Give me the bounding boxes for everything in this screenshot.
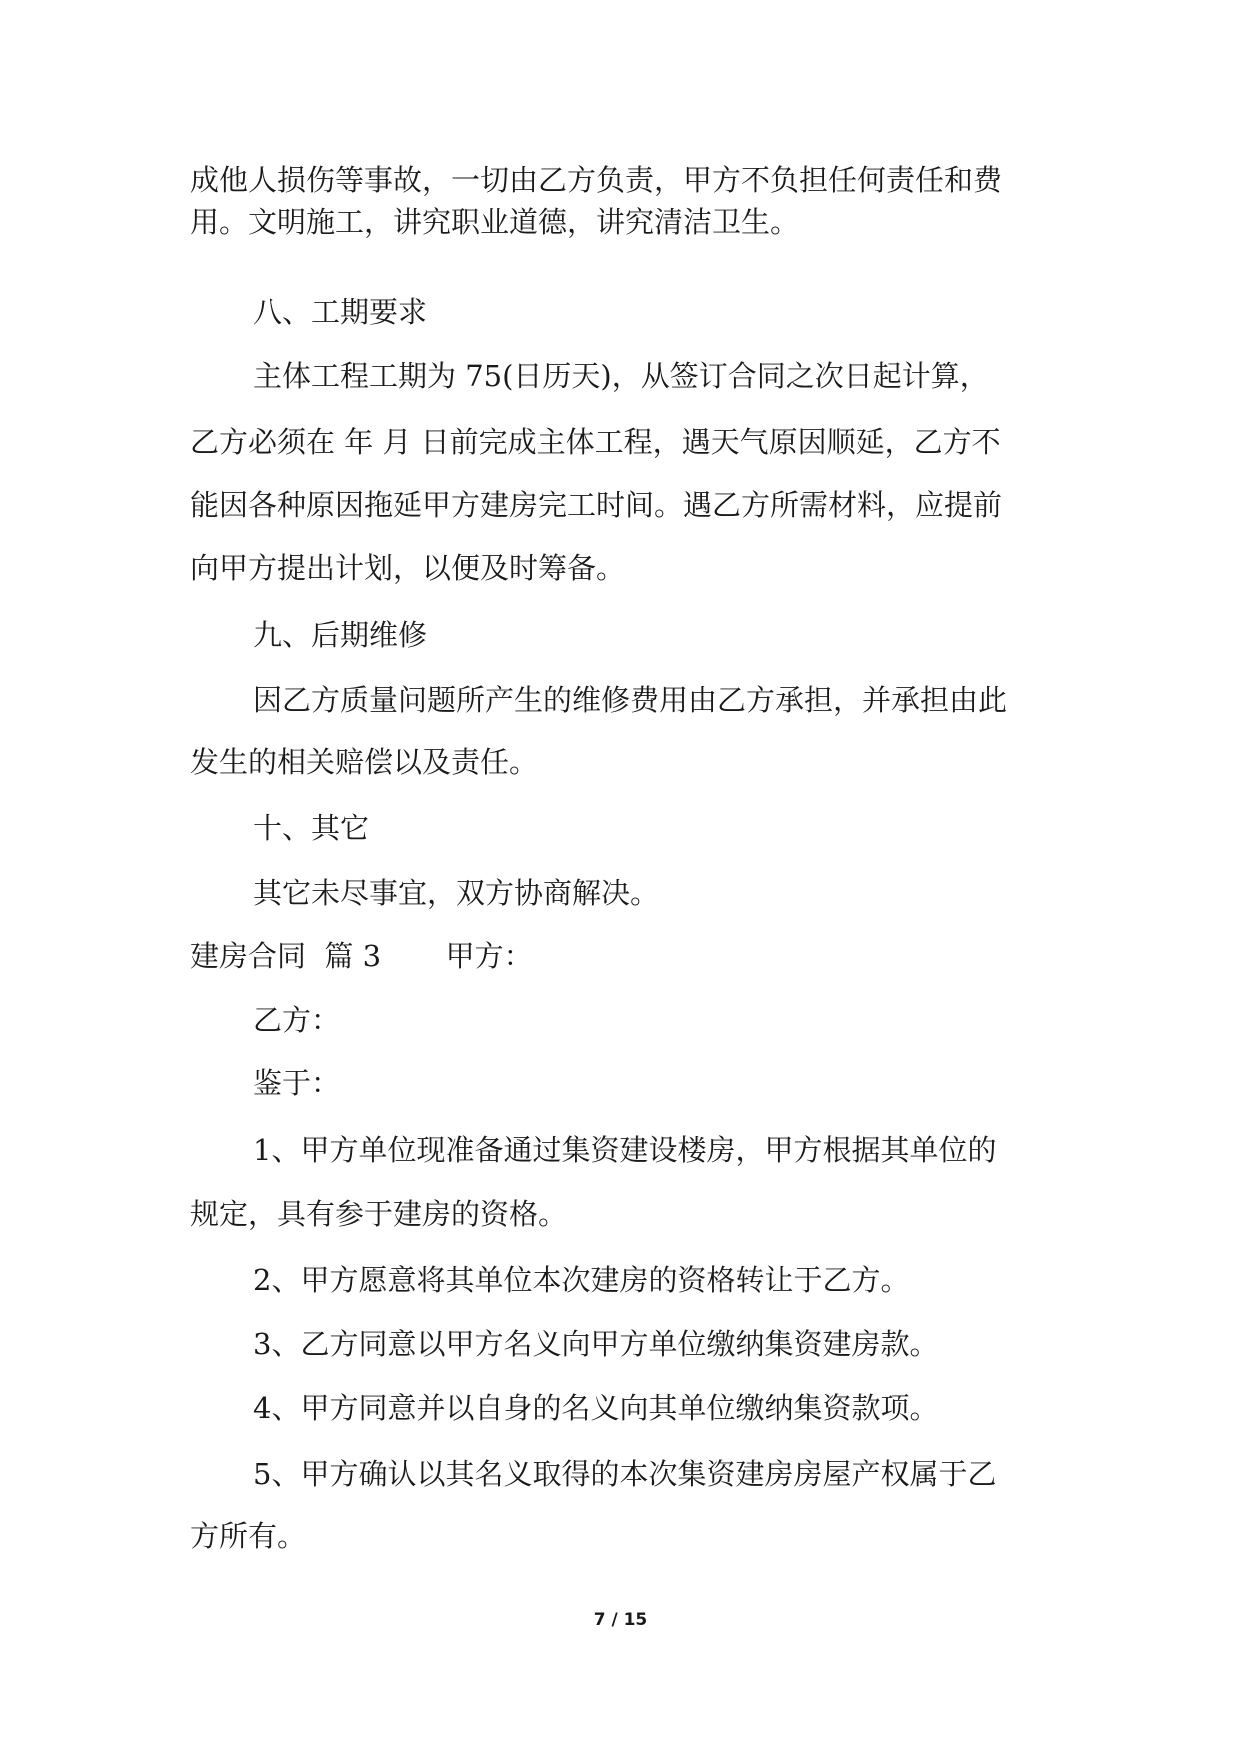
whereas-label: 鉴于： [253,1066,341,1100]
contract-heading: 建房合同 篇 3 甲方： [190,939,533,973]
paragraph-line: 能因各种原因拖延甲方建房完工时间。遇乙方所需材料，应提前 [190,488,1003,522]
paragraph-line: 向甲方提出计划，以便及时筹备。 [190,551,626,585]
section-heading: 九、后期维修 [253,618,428,652]
list-item: 1、甲方单位现准备通过集资建设楼房，甲方根据其单位的 [253,1133,997,1167]
paragraph-line: 主体工程工期为 75(日历天)，从签订合同之次日起计算， [253,359,989,393]
paragraph-line: 方所有。 [190,1519,307,1553]
list-item: 2、甲方愿意将其单位本次建房的资格转让于乙方。 [253,1263,910,1297]
paragraph-line: 因乙方质量问题所产生的维修费用由乙方承担，并承担由此 [253,683,1008,717]
paragraph-line: 成他人损伤等事故，一切由乙方负责，甲方不负担任何责任和费 [190,163,1003,197]
page-number: 7 / 15 [593,1610,648,1630]
paragraph-line: 发生的相关赔偿以及责任。 [190,745,539,779]
list-item: 5、甲方确认以其名义取得的本次集资建房房屋产权属于乙 [253,1457,997,1491]
paragraph-line: 乙方必须在 年 月 日前完成主体工程，遇天气原因顺延，乙方不 [190,425,1001,459]
list-item: 3、乙方同意以甲方名义向甲方单位缴纳集资建房款。 [253,1327,939,1361]
paragraph-line: 规定，具有参于建房的资格。 [190,1197,568,1231]
section-heading: 十、其它 [253,811,370,845]
party-b-label: 乙方： [253,1003,341,1037]
list-item: 4、甲方同意并以自身的名义向其单位缴纳集资款项。 [253,1391,939,1425]
paragraph-line: 其它未尽事宜，双方协商解决。 [253,876,660,910]
paragraph-line: 用。文明施工，讲究职业道德，讲究清洁卫生。 [190,205,800,239]
section-heading: 八、工期要求 [253,295,428,329]
